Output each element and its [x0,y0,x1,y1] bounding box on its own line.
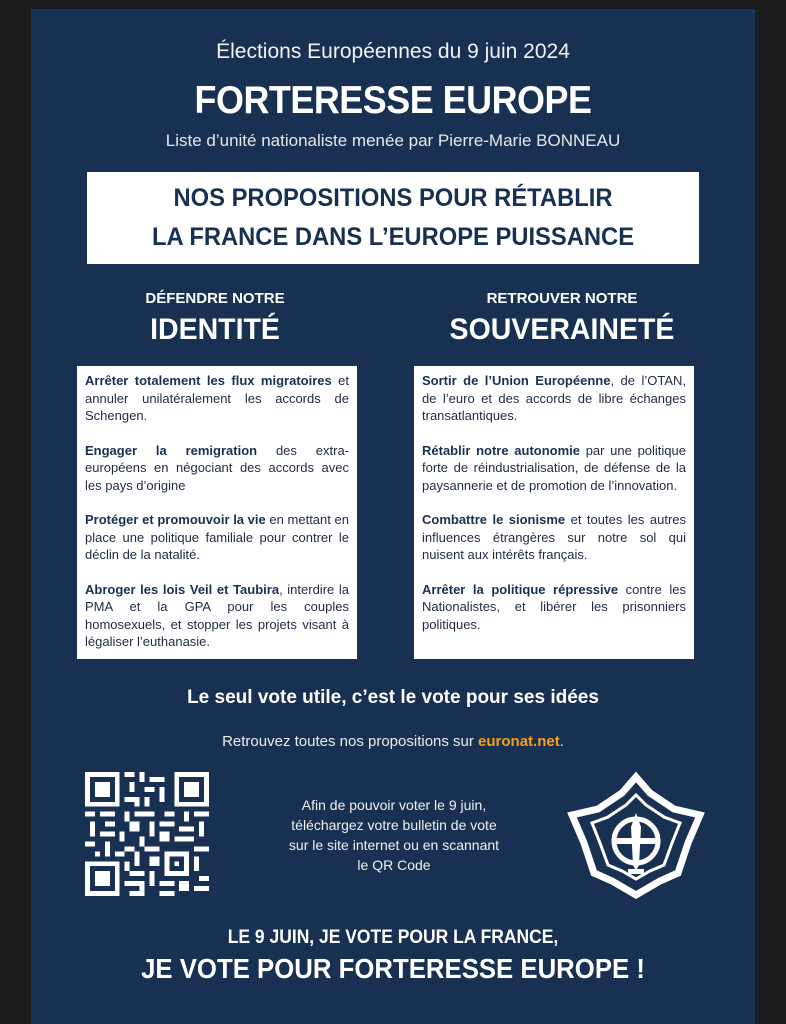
website-line [31,733,755,750]
proposal-item [422,442,686,495]
instructions-line-1: Afin de pouvoir voter le 9 juin, [301,797,487,813]
proposal-bold: Sortir de l’Union Européenne [422,373,611,388]
proposal-bold: Protéger et promouvoir la vie [85,512,266,527]
voting-instructions [247,795,541,875]
list-title: FORTERESSE EUROPE [194,79,592,122]
sovereignty-heading: SOUVERAINETÉ [449,313,675,346]
proposal-item [85,372,349,425]
closing-line-1: LE 9 JUIN, JE VOTE POUR LA FRANCE, [227,927,559,948]
proposal-bold: Arrêter la politique répressive [422,581,619,597]
proposal-text: , interdire la PMA et la GPA pour les couples homosexuels, et stopper les projets visant à légaliser l’euthanasie. [85,581,349,649]
proposal-text: et annuler unilatéralement les accords de Schengen. [85,373,349,423]
campaign-poster [31,9,755,1024]
proposal-item [85,581,349,651]
proposal-item [422,511,686,564]
slogan: Le seul vote utile, c’est le vote pour ses idées [187,687,599,708]
proposal-item [422,581,686,634]
identity-column-header [67,290,363,347]
proposal-item [85,511,349,564]
proposal-text: contre les Nationalistes, et libérer les prisonniers politiques. [422,581,686,632]
banner-line-1: NOS PROPOSITIONS POUR RÉTABLIR [173,184,613,212]
election-date-line: Élections Européennes du 9 juin 2024 [216,40,570,63]
propositions-banner [87,172,699,264]
sovereignty-proposals-box [414,366,694,659]
list-subtitle: Liste d’unité nationaliste menée par Pierre-Marie BONNEAU [165,131,621,150]
proposal-bold: Engager la remigration [85,442,258,458]
proposal-text: par une politique forte de réindustrialisation, de défense de la paysannerie et de promotion de l’innovation. [422,442,686,493]
fortress-emblem-icon [566,769,706,901]
proposal-text: et toutes les autres influences étrangères sur notre sol qui nuisent aux intérêts français. [422,512,686,562]
banner-line-2: LA FRANCE DANS L’EUROPE PUISSANCE [151,223,635,251]
proposal-text: , de l’OTAN, de l’euro et des accords de libre échanges transatlantiques. [422,373,686,423]
proposal-text: en mettant en place une politique familiale pour contrer le déclin de la natalité. [85,512,349,562]
proposal-text: des extra-européens en négociant des accords avec les pays d’origine [85,442,349,493]
proposal-item [85,442,349,495]
identity-kicker: DÉFENDRE NOTRE [145,290,285,307]
sovereignty-kicker: RETROUVER NOTRE [486,290,638,307]
proposal-item [422,372,686,425]
instructions-line-3: sur le site internet ou en scannant [288,837,500,853]
qr-code-icon[interactable] [85,772,209,896]
proposal-bold: Arrêter totalement les flux migratoires [85,373,332,388]
identity-heading: IDENTITÉ [150,313,280,346]
website-suffix: . [559,733,564,750]
website-prefix: Retrouvez toutes nos propositions sur [222,733,479,750]
website-link[interactable]: euronat.net [478,733,560,750]
proposal-bold: Combattre le sionisme [422,512,566,527]
identity-proposals-box [77,366,357,659]
proposal-bold: Abroger les lois Veil et Taubira [85,581,280,597]
closing-line-2: JE VOTE POUR FORTERESSE EUROPE ! [141,953,645,984]
proposal-bold: Rétablir notre autonomie [422,442,581,458]
instructions-line-2: téléchargez votre bulletin de vote [291,817,497,833]
sovereignty-column-header [414,290,710,347]
instructions-line-4: le QR Code [357,857,431,873]
